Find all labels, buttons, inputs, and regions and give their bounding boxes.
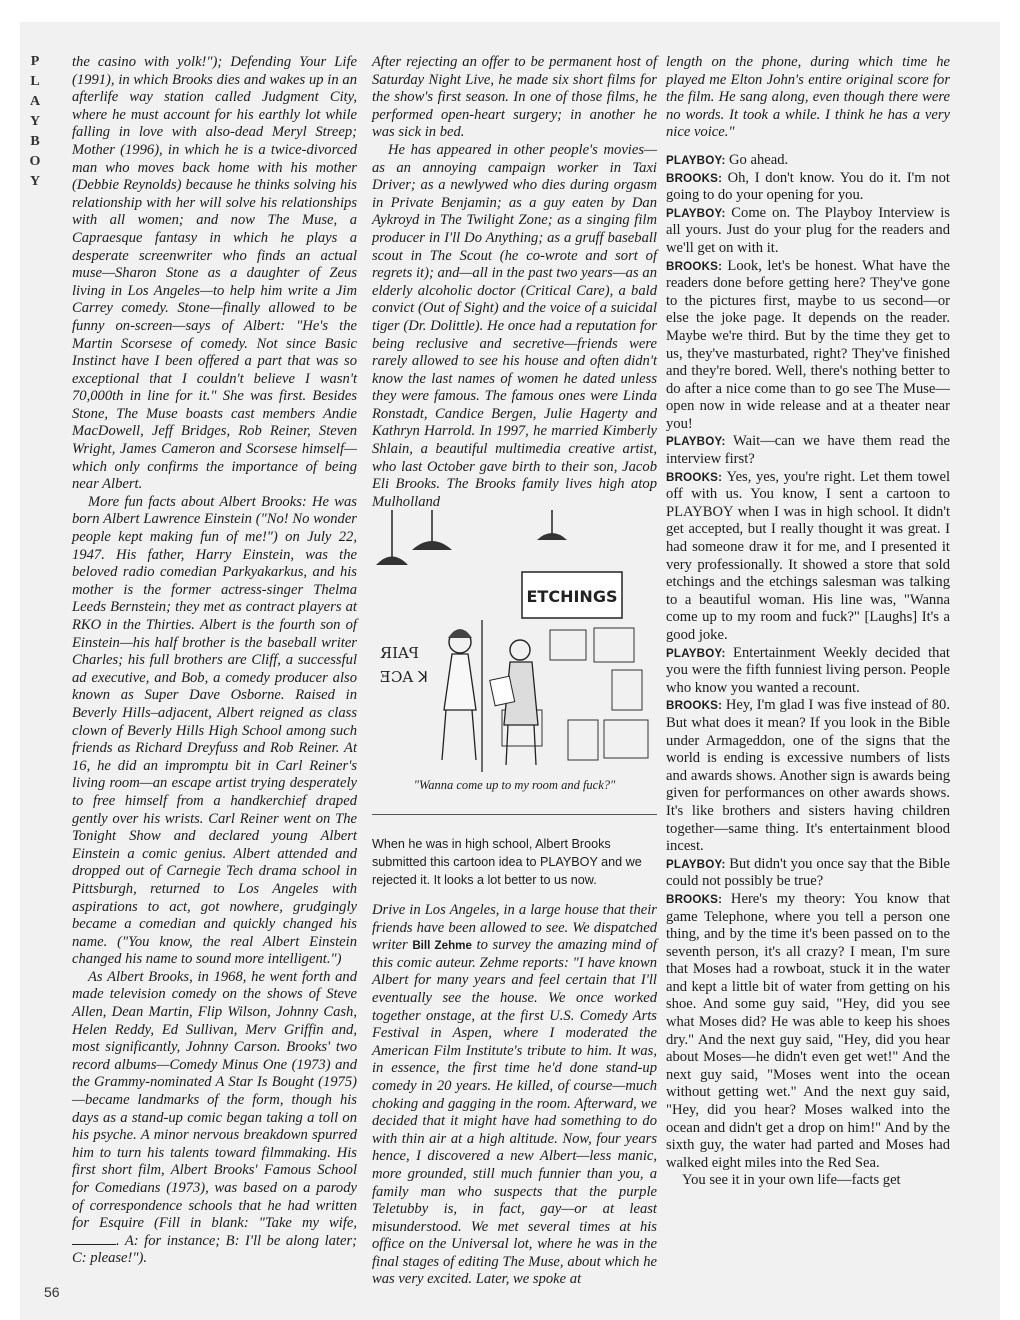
dialogue-text: Entertainment Weekly decided that you were the fifth funniest living person. People who know you wanted a recount. xyxy=(666,644,950,696)
intro-paragraph-3 xyxy=(72,969,357,1268)
dialogue-line xyxy=(666,645,950,698)
speaker-label: BROOKS: xyxy=(666,259,728,273)
cartoon-illustration xyxy=(372,510,657,772)
dialogue-line xyxy=(666,258,950,434)
intro-paragraph-3b: . A: for instance; B: I'll be along later; C: please!"). xyxy=(72,1232,357,1267)
intro-paragraph-2: More fun facts about Albert Brooks: He was born Albert Lawrence Einstein ("No! No wonder people kept making fun of me!") on July 22, 1947. His father, Harry Einstein, was the beloved radio comedian Parkyakarkus, and his mother is the former actress-singer Thelma Leeds Bernstein; they met as contract players at RKO in the Thirties. Albert is the fourth son of Einstein—his half brother is the baseball writer Charles; his full brothers are Cliff, a successful ad executive, and Bob, a comedy producer also known as Super Dave Osborne. Raised in Beverly Hills–adjacent, Albert reigned as class clown of Beverly Hills High School among such friends as Richard Dreyfuss and Rob Reiner. At 16, he did an impromptu bit in Carl Reiner's living room—an escape artist trying desperately to free himself from a handkerchief draped gently over his wrists. Carl Reiner went on The Tonight Show and declared young Albert Einstein a comic genius. Albert attended and dropped out of Carnegie Tech drama school in Pittsburgh, returned to Los Angeles with aspirations to act, got nowhere, grudgingly became a comedian and quickly changed his name. ("You know, the real Albert Einstein changed his name to sound more intelligent.") xyxy=(72,493,357,968)
masthead-letter: A xyxy=(29,94,41,109)
divider xyxy=(372,814,657,815)
column-2-continued xyxy=(372,902,657,1289)
cartoon-caption: "Wanna come up to my room and fuck?" xyxy=(413,778,616,792)
dialogue-text: Come on. The Playboy Interview is all yours. Just do your plug for the readers and we'll get on with it. xyxy=(666,204,950,256)
dialogue-line xyxy=(666,152,950,170)
dialogue-text: Yes, yes, you're right. Let them towel off with us. You know, I sent a cartoon to PLAYBOY when I was in high school. It didn't get accepted, but I really thought it was great. I had someone draw it for me, and I presented it very professionally. It showed a store that sold etchings and the etchings salesman was talking to a beautiful woman. His line was, "Wanna come up to my room and fuck?" [Laughs] It's a good joke. xyxy=(666,468,950,643)
masthead-letter: L xyxy=(30,74,40,89)
svg-text:ЯIAꟼ: ЯIAꟼ xyxy=(380,644,419,662)
dialogue-line xyxy=(666,170,950,205)
intro-paragraph-6a: Drive in Los Angeles, in a large house that their friends have been allowed to see. We dispatched writer xyxy=(372,902,657,954)
intro-paragraph-5: He has appeared in other people's movies—as an annoying campaign worker in Taxi Driver; as a newlywed who dies during orgasm in Private Benjamin; as a guy eaten by Dan Aykroyd in The Twilight Zone; as a singing film producer in I'll Do Anything; as a gruff baseball scout in The Scout (he co-wrote and sort of regrets it); and—all in the past two years—as an elderly alcoholic doctor (Critical Care), a bald convict (Out of Sight) and the voice of a suicidal tiger (Dr. Dolittle). He once had a reputation for being reclusive and secretive—friends were rarely allowed to see his house and often didn't know the last names of women he dated unless they were famous. The famous ones were Linda Ronstadt, Candice Bergen, Julie Hagerty and Kathryn Harrold. In 1997, he married Kimberly Shlain, a beautiful multimedia creative artist, who last October gave birth to their son, Jacob Eli Brooks. The Brooks family lives high atop Mulholland xyxy=(372,141,657,510)
page-number: 56 xyxy=(44,1284,60,1300)
dialogue-line xyxy=(666,856,950,891)
dialogue-line xyxy=(666,891,950,1173)
svg-text:ƎƆA ꓘ: ƎƆA ꓘ xyxy=(380,668,428,686)
dialogue-text: Wait—can we have them read the interview first? xyxy=(666,433,950,468)
cartoon-sign: ETCHINGS xyxy=(526,587,618,606)
intro-paragraph-6b: to survey the amazing mind of this comic auteur. Zehme reports: "I have known Albert for many years and feel certain that I'll eventually see the house. We once worked together onstage, at the first U.S. Comedy Arts Festival in Aspen, where I moderated the American Film Institute's tribute to him. It was, in essence, the first time he'd done stand-up comedy in 20 years. He killed, of course—much choking and gagging in the room. Afterward, we decided that it might have had something to do with thin air at a high altitude. Now, four years hence, I discovered a new Albert—less manic, more grounded, still much funnier than you, a family man who suspects that the purple Teletubby is, in fact, gay—or at least misunderstood. We met several times at his office on the Universal lot, where he was in the final stages of editing The Muse, about which he was very excited. Later, we spoke at xyxy=(372,937,657,1288)
intro-paragraph-1: the casino with yolk!"); Defending Your Life (1991), in which Brooks dies and wakes up in an afterlife way station called Judgment City, where he must account for his earthly lot while falling in love with also-dead Meryl Streep; Mother (1996), in which he is a twice-divorced man who moves back home with his mother (Debbie Reynolds) because he thinks solving his relationship with her will solve his relationships with all women; and now The Muse, a Capraesque fantasy in which he plays a desperate screenwriter who finds an actual muse—Sharon Stone as a daughter of Zeus living in Los Angeles—to help him write a Jim Carrey comedy. Stone—finally allowed to be funny on-screen—says of Albert: "He's the Martin Scorsese of comedy. Not since Basic Instinct have I been offered a part that was so exceptional that I couldn't believe I wasn't 70,000th in line for it." She was first. Besides Stone, The Muse boasts cast members Andie MacDowell, Jeff Bridges, Rob Reiner, Steven Wright, James Cameron and Scorsese himself—which only confirms the importance of being near Albert. xyxy=(72,54,357,493)
speaker-label: BROOKS: xyxy=(666,171,728,185)
dialogue-text: Look, let's be honest. What have the readers done before getting here? They've gone to the pictures first, maybe to us second—or else the joke page. It depends on the reader. Maybe we're third. But by the time they get to us, they've masturbated, right? They've finished and they're bored. Well, there's nothing better to do after a nice come than to go see The Muse—open now in wide release and at a theater near you! xyxy=(666,257,950,432)
intro-paragraph-4: After rejecting an offer to be permanent host of Saturday Night Live, he made six short films for the show's first season. In one of those films, he performed open-heart surgery; in another he was sick in bed. xyxy=(372,54,657,141)
masthead-letter: B xyxy=(30,134,40,149)
dialogue-text: Go ahead. xyxy=(729,151,789,168)
dialogue-text: Hey, I'm glad I was five instead of 80. But what does it mean? If you look in the Bible under Armageddon, one of the signs that the world is ending is excessive numbers of lists and awards shows. Another sign is awards being given for performances on other awards shows. It's like brothers and sisters having children together—same thing. It's entertainment blood incest. xyxy=(666,697,950,855)
dialogue-line xyxy=(666,697,950,855)
masthead-letter: Y xyxy=(29,114,41,129)
dialogue-line xyxy=(666,469,950,645)
masthead-vertical xyxy=(22,52,48,192)
masthead-letter: O xyxy=(29,154,41,169)
dialogue-text: Here's my theory: You know that game Telephone, where you tell a person one thing, and by the time it's been passed on to the seventh person, it's all crazy? I mean, I'm sure that Moses had a rowboat, stuck it in the water and kept a little bit of water from getting on his shoe. And some guy said, "Hey, did you see what Moses did? He was able to keep his shoes dry." And the next guy said, "Hey, did you hear about Moses—he didn't even get wet!" And the next guy said, "Moses went into the ocean without getting wet." And the next guy said, "Hey, did you hear? Moses walked into the ocean and didn't get a drop on him!" And by the sixth guy, the water had parted and Moses had walked eight miles into the Red Sea. xyxy=(666,890,950,1171)
speaker-label: PLAYBOY: xyxy=(666,857,730,871)
speaker-label: PLAYBOY: xyxy=(666,646,734,660)
dialogue-line xyxy=(666,205,950,258)
dialogue-text: Oh, I don't know. You do it. I'm not going to do your opening for you. xyxy=(666,169,950,204)
intro-paragraph-3a: As Albert Brooks, in 1968, he went forth and made television comedy on the shows of Steve Allen, Dean Martin, Flip Wilson, Johnny Cash, Helen Reddy, Ed Sullivan, Merv Griffin and, most significantly, Johnny Carson. Brooks' two record albums—Comedy Minus One (1973) and the Grammy-nominated A Star Is Bought (1975)—became landmarks of the form, though his days as a stand-up comic began taking a toll on his psyche. A minor nervous breakdown spurred him to turn his talents toward filmmaking. His first short film, Albert Brooks' Famous School for Comedians (1973), was based on a parody of correspondence schools that he had written for Esquire (Fill in blank: "Take my wife, xyxy=(72,968,357,1232)
speaker-label: BROOKS: xyxy=(666,892,731,906)
dialogue-text: But didn't you once say that the Bible could not possibly be true? xyxy=(666,855,950,890)
cartoon-note: When he was in high school, Albert Brooks submitted this cartoon idea to PLAYBOY and we rejected it. It looks a lot better to us now. xyxy=(372,837,642,887)
speaker-label: BROOKS: xyxy=(666,470,727,484)
speaker-label: PLAYBOY: xyxy=(666,153,730,167)
intro-paragraph-7: length on the phone, during which time he played me Elton John's entire original score for the film. He sang along, even though there were no words. It took a while. I think he has a very nice voice." xyxy=(666,54,950,141)
fill-in-blank xyxy=(72,1235,116,1245)
dialogue-line xyxy=(666,433,950,468)
masthead-letter: Y xyxy=(29,174,41,189)
speaker-label: PLAYBOY: xyxy=(666,206,732,220)
speaker-label: PLAYBOY: xyxy=(666,435,734,449)
magazine-page xyxy=(20,22,1000,1320)
cartoon xyxy=(372,510,657,846)
column-1 xyxy=(72,54,357,1268)
column-3 xyxy=(666,54,950,1190)
closing-line: You see it in your own life—facts get xyxy=(682,1172,901,1189)
writer-name: Bill Zehme xyxy=(412,939,472,953)
column-2 xyxy=(372,54,657,511)
masthead-letter: P xyxy=(30,54,40,69)
speaker-label: BROOKS: xyxy=(666,699,726,713)
